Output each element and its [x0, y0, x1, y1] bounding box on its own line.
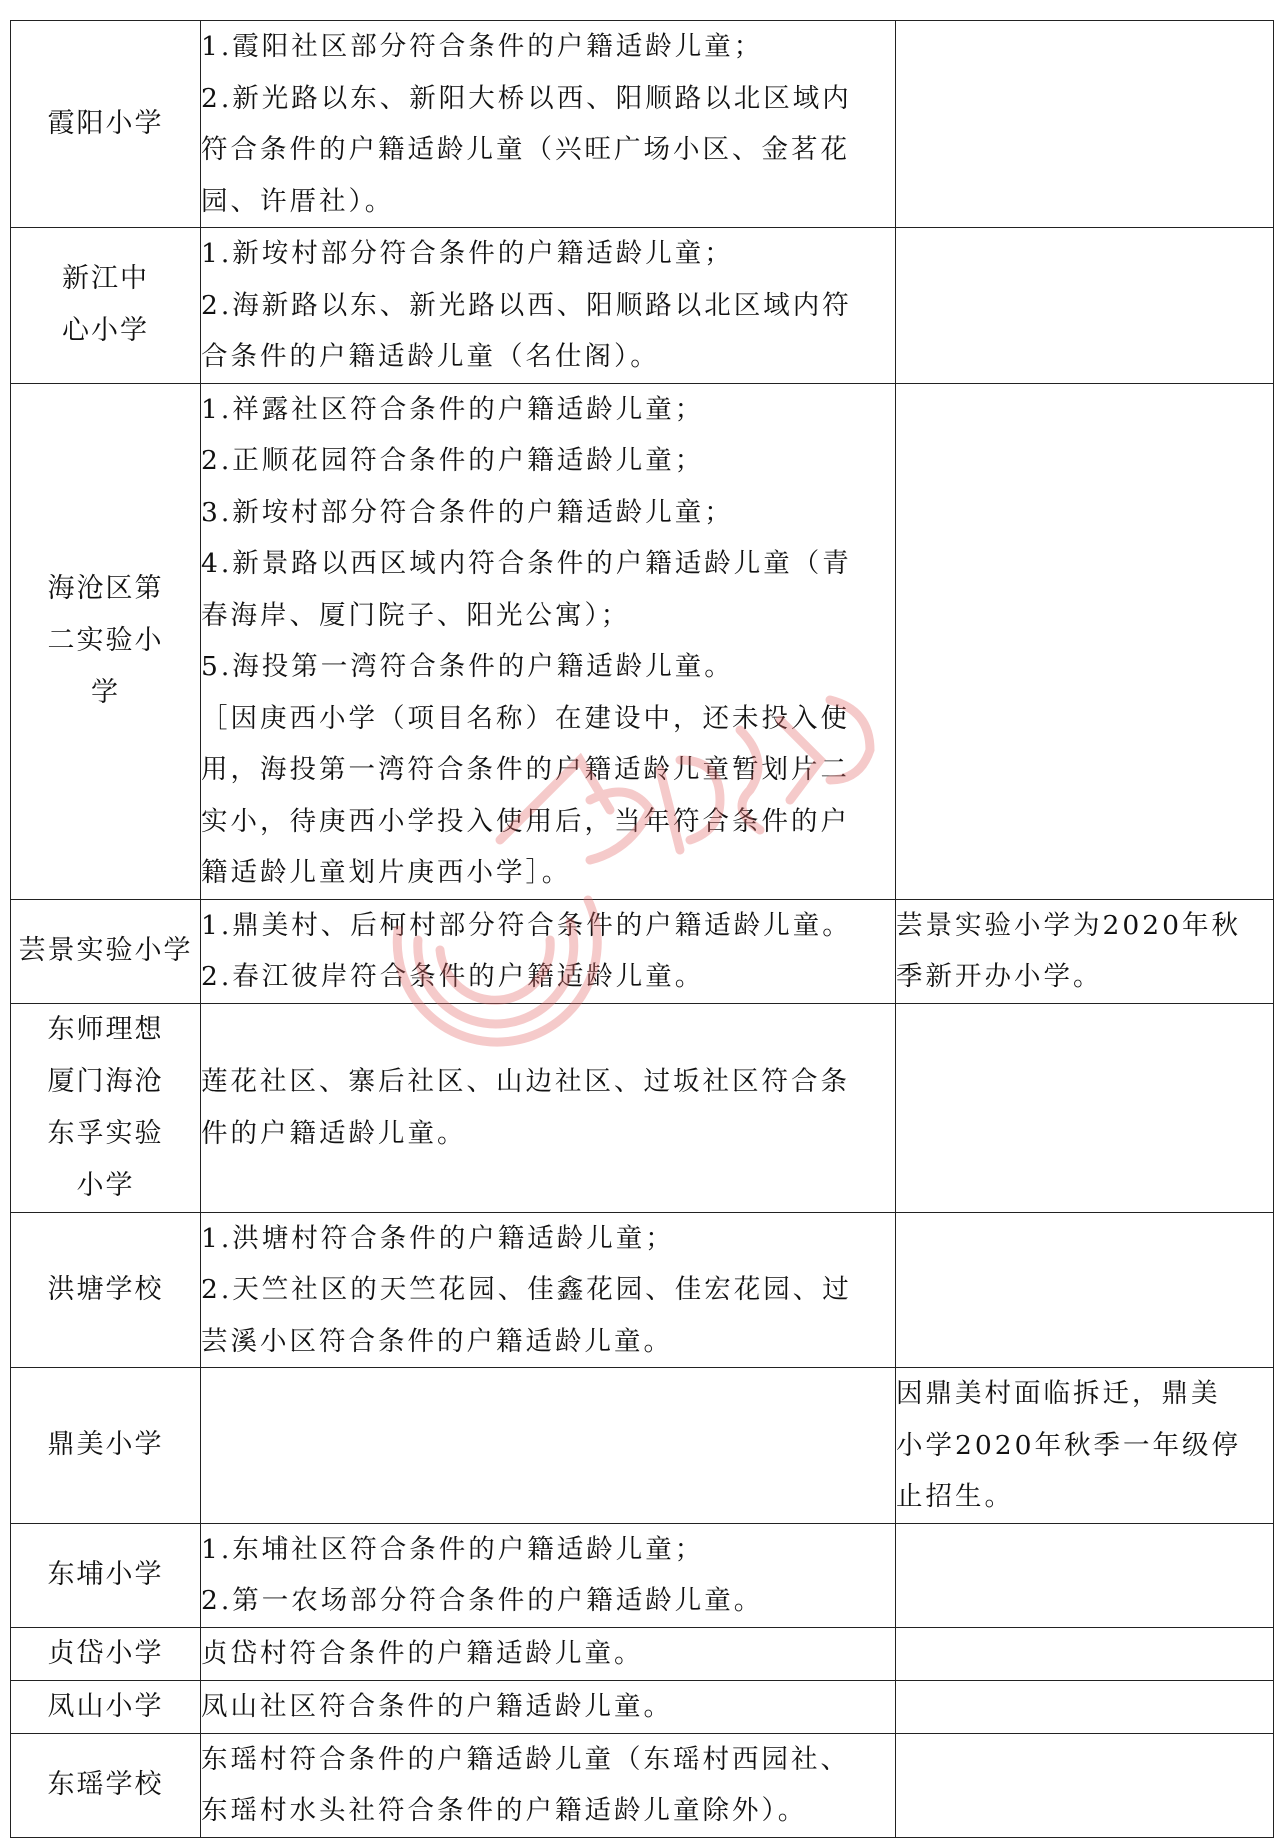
school-name: 东瑶学校 — [47, 1769, 164, 1800]
enrollment-district-table — [10, 20, 1274, 1838]
area-text-line: 1.新垵村部分符合条件的户籍适龄儿童； — [201, 238, 734, 269]
area-text-line: 1.洪塘村符合条件的户籍适龄儿童； — [201, 1222, 675, 1254]
enrollment-area-cell — [201, 899, 896, 1003]
note-cell — [896, 1368, 1274, 1524]
school-name-cell — [11, 1627, 201, 1680]
school-name: 鼎美小学 — [47, 1429, 164, 1461]
area-text-line: 符合条件的户籍适龄儿童（兴旺广场小区、金茗花 — [201, 134, 850, 165]
school-name: 海沧区第二实验小学 — [47, 573, 164, 708]
note-text-line: 季新开办小学。 — [896, 961, 1103, 992]
table-row — [11, 1368, 1274, 1524]
area-text-line: 园、许厝社）。 — [201, 185, 395, 217]
area-text-line: 1.祥露社区符合条件的户籍适龄儿童； — [201, 393, 705, 425]
area-text-line: 2.正顺花园符合条件的户籍适龄儿童； — [201, 445, 705, 476]
school-name-cell — [11, 1523, 201, 1627]
area-text-line: 春海岸、厦门院子、阳光公寓）； — [201, 599, 631, 631]
area-text-line: 用，海投第一湾符合条件的户籍适龄儿童暂划片二 — [201, 754, 850, 785]
note-cell — [896, 1003, 1274, 1212]
note-cell — [896, 1733, 1274, 1837]
school-name-cell — [11, 1733, 201, 1837]
enrollment-area-cell — [201, 1523, 896, 1627]
table-row — [11, 1627, 1274, 1680]
table-row — [11, 899, 1274, 1003]
table-row — [11, 228, 1274, 384]
note-cell — [896, 1627, 1274, 1680]
table-body — [11, 21, 1274, 1838]
table-row — [11, 21, 1274, 228]
school-name-cell — [11, 1368, 201, 1524]
table-row — [11, 1003, 1274, 1212]
area-text-line: 东瑶村水头社符合条件的户籍适龄儿童除外）。 — [201, 1795, 808, 1826]
area-text-line: 4.新景路以西区域内符合条件的户籍适龄儿童（青 — [201, 548, 852, 579]
note-text-line: 止招生。 — [896, 1481, 1014, 1512]
enrollment-area-cell — [201, 1368, 896, 1524]
area-text-line: 2.春江彼岸符合条件的户籍适龄儿童。 — [201, 961, 705, 992]
area-text-line: 2.天竺社区的天竺花园、佳鑫花园、佳宏花园、过 — [201, 1274, 852, 1305]
enrollment-area-cell — [201, 21, 896, 228]
table-row — [11, 1212, 1274, 1368]
enrollment-area-cell — [201, 1212, 896, 1368]
enrollment-area-cell — [201, 383, 896, 899]
note-cell — [896, 1212, 1274, 1368]
area-text-line: 1.东埔社区符合条件的户籍适龄儿童； — [201, 1533, 705, 1565]
school-name-cell — [11, 383, 201, 899]
school-name: 新江中心小学 — [62, 263, 149, 347]
enrollment-area-cell — [201, 1680, 896, 1733]
enrollment-area-cell — [201, 228, 896, 384]
area-text-line: 5.海投第一湾符合条件的户籍适龄儿童。 — [201, 651, 734, 682]
note-cell — [896, 899, 1274, 1003]
school-name: 凤山小学 — [47, 1690, 164, 1722]
school-name: 洪塘学校 — [47, 1273, 164, 1305]
school-name-cell — [11, 1212, 201, 1368]
area-text-line: 凤山社区符合条件的户籍适龄儿童。 — [201, 1690, 673, 1722]
table-row — [11, 1523, 1274, 1627]
area-text-line: 2.新光路以东、新阳大桥以西、阳顺路以北区域内 — [201, 82, 852, 114]
table-row — [11, 383, 1274, 899]
area-text-line: 2.海新路以东、新光路以西、阳顺路以北区域内符 — [201, 289, 852, 321]
enrollment-area-cell — [201, 1733, 896, 1837]
area-text-line: 籍适龄儿童划片庚西小学］。 — [201, 857, 572, 888]
school-name: 霞阳小学 — [47, 108, 164, 139]
area-text-line: 东瑶村符合条件的户籍适龄儿童（东瑶村西园社、 — [201, 1743, 850, 1775]
table-row — [11, 1680, 1274, 1733]
note-cell — [896, 383, 1274, 899]
area-text-line: 贞岱村符合条件的户籍适龄儿童。 — [201, 1637, 644, 1669]
school-name-cell — [11, 899, 201, 1003]
enrollment-area-cell — [201, 1627, 896, 1680]
school-name: 东埔小学 — [47, 1559, 164, 1590]
area-text-line: 1.鼎美村、后柯村部分符合条件的户籍适龄儿童。 — [201, 909, 852, 941]
note-cell — [896, 21, 1274, 228]
area-text-line: 1.霞阳社区部分符合条件的户籍适龄儿童； — [201, 31, 764, 62]
school-name-cell — [11, 1003, 201, 1212]
area-text-line: ［因庚西小学（项目名称）在建设中，还未投入使 — [201, 702, 850, 734]
area-text-line: 莲花社区、寨后社区、山边社区、过坂社区符合条 — [201, 1066, 850, 1097]
area-text-line: 3.新垵村部分符合条件的户籍适龄儿童； — [201, 496, 734, 528]
school-name: 芸景实验小学 — [18, 935, 193, 966]
note-cell — [896, 1523, 1274, 1627]
area-text-line: 合条件的户籍适龄儿童（名仕阁）。 — [201, 341, 660, 372]
enrollment-area-cell — [201, 1003, 896, 1212]
note-text-line: 芸景实验小学为2020年秋 — [896, 909, 1241, 941]
area-text-line: 实小，待庚西小学投入使用后，当年符合条件的户 — [201, 805, 850, 837]
school-name-cell — [11, 21, 201, 228]
note-cell — [896, 228, 1274, 384]
note-text-line: 小学2020年秋季一年级停 — [896, 1429, 1241, 1461]
school-name: 贞岱小学 — [47, 1637, 164, 1669]
school-name: 东师理想厦门海沧东孚实验小学 — [47, 1013, 164, 1201]
school-name-cell — [11, 1680, 201, 1733]
table-row — [11, 1733, 1274, 1837]
area-text-line: 2.第一农场部分符合条件的户籍适龄儿童。 — [201, 1585, 764, 1616]
school-name-cell — [11, 228, 201, 384]
area-text-line: 芸溪小区符合条件的户籍适龄儿童。 — [201, 1325, 673, 1357]
note-cell — [896, 1680, 1274, 1733]
area-text-line: 件的户籍适龄儿童。 — [201, 1117, 467, 1149]
note-text-line: 因鼎美村面临拆迁，鼎美 — [896, 1378, 1221, 1409]
